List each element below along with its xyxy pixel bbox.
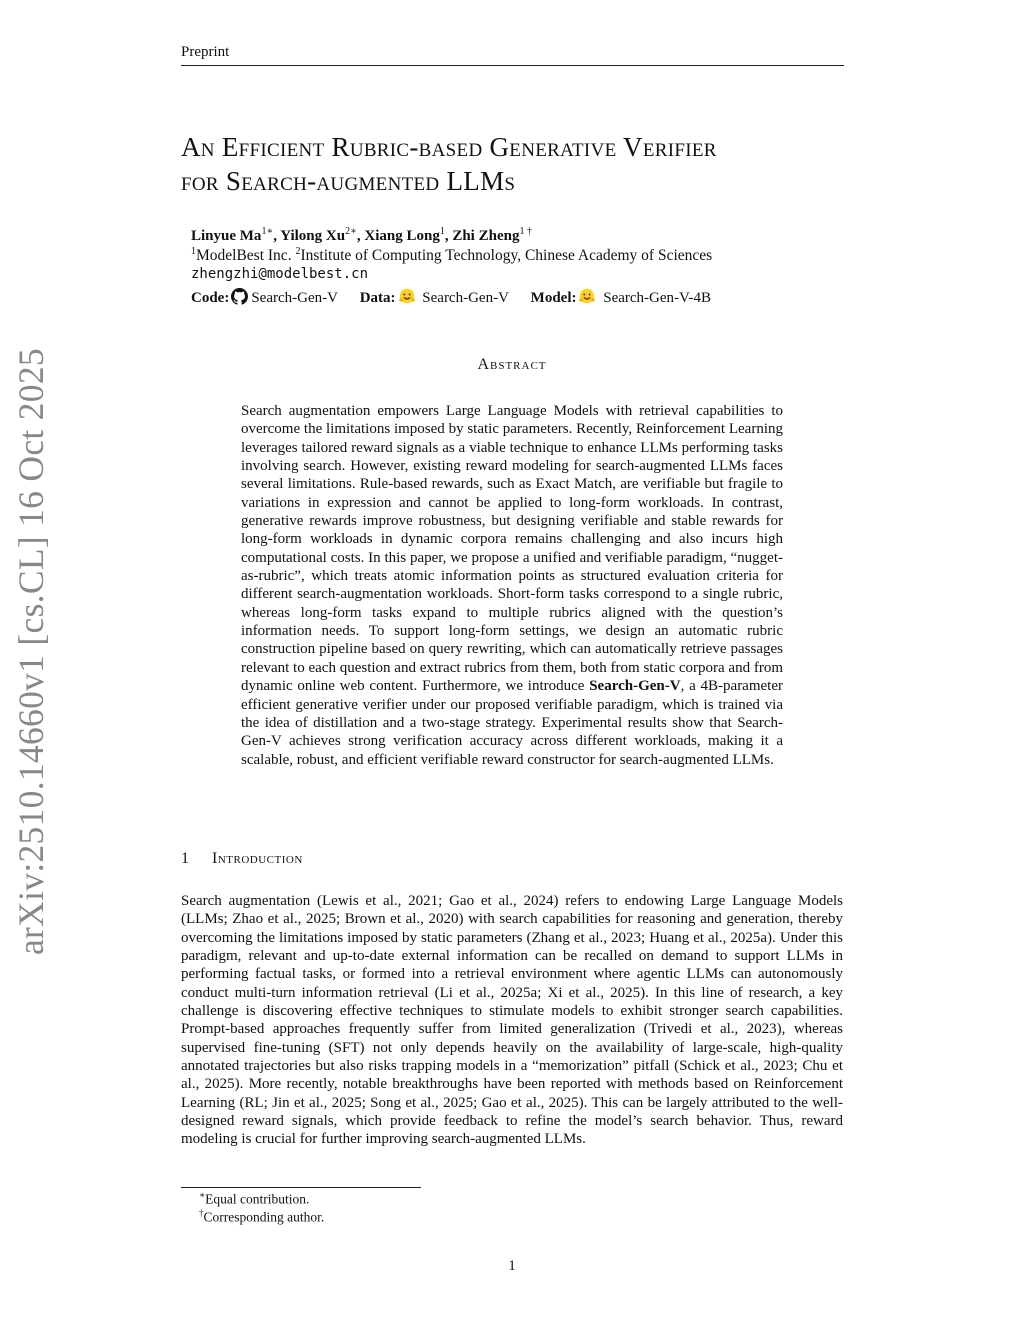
paper-title xyxy=(181,130,861,198)
section-number: 1 xyxy=(181,850,190,867)
author-list: Linyue $Ma^{1∗}$, Yilong $Xu^{2∗}$, Xiang Long$^1$, Zhi Zheng$^{1 \dagger}$ xyxy=(191,226,532,244)
author-affil-mark: 1∗ xyxy=(261,226,274,237)
author-name: Linyue Ma xyxy=(191,228,262,244)
abstract-body xyxy=(241,402,783,769)
footnote-text: Corresponding author. xyxy=(203,1209,325,1225)
affil-text: ModelBest Inc. xyxy=(196,247,292,265)
abstract-heading: Abstract xyxy=(477,356,547,373)
resource-links xyxy=(191,287,711,310)
affil-mark: 1 xyxy=(191,246,196,257)
model-link[interactable]: Search-Gen-V-4B xyxy=(603,290,711,306)
code-link[interactable]: Search-Gen-V xyxy=(251,290,338,306)
author-affil-mark: 2∗ xyxy=(345,226,357,237)
footnote-rule xyxy=(181,1187,421,1188)
title-line-1: An Efficient Rubric-based Generative Verifier xyxy=(181,132,717,162)
abstract-text: , a 4B-parameter efficient generative verifier under our proposed verifiable paradigm, which is trained via the idea of distillation and a two-stage strategy. Experimental results show that Search-Gen-V achieves strong verification accuracy across different workloads, making it a scalable, robust, and efficient verifiable reward constructor for search-augmented LLMs. xyxy=(241,678,783,768)
arxiv-identifier: arXiv:2510.14660v1 [cs.CL] 16 Oct 2025 xyxy=(11,348,51,955)
page-number: 1 xyxy=(508,1258,516,1274)
huggingface-icon[interactable] xyxy=(578,287,596,310)
running-header: Preprint xyxy=(181,44,230,60)
header-rule xyxy=(181,65,844,66)
author-affil-mark: 1 † xyxy=(519,226,532,237)
footnote-mark: ∗ xyxy=(199,1190,206,1200)
affil-mark: 2 xyxy=(295,246,301,257)
introduction-paragraph: Search augmentation (Lewis et al., 2021; Gao et al., 2024) refers to endowing Large Language Models (LLMs; Zhao et al., 2025; Brown et al., 2020) with search capabilities for reasoning and generation, thereby overcoming the limitations imposed by static parameters (Zhang et al., 2023; Huang et al., 2025a). Under this paradigm, relevant and up-to-date external information can be recalled on demand to support LLMs in performing factual tasks, or formed into a retrieval environment where agentic LLMs can autonomously conduct multi-turn information retrieval (Li et al., 2025a; Xi et al., 2025). In this line of research, a key challenge is discovering effective techniques to stimulate models to exhibit stronger search capabilities. Prompt-based approaches frequently suffer from limited generalization (Trivedi et al., 2023), whereas supervised fine-tuning (SFT) not only depends heavily on the availability of large-scale, high-quality annotated trajectories but also risks trapping models in a “memorization” pitfall (Schick et al., 2023; Chu et al., 2025). More recently, notable breakthroughs have been reported with methods based on Reinforcement Learning (RL; Jin et al., 2025; Song et al., 2025; Gao et al., 2025). This can be largely attributed to the well-designed reward signals, which provide feedback to refine the model’s search behavior. Thus, reward modeling is crucial for further improving search-augmented LLMs. xyxy=(181,893,843,1148)
model-label: Model: xyxy=(530,290,577,306)
footnote-equal-contribution xyxy=(199,1190,309,1208)
author-name: Yilong Xu xyxy=(280,228,346,244)
author-name: Zhi Zheng xyxy=(452,228,520,244)
author-affil-mark: 1 xyxy=(439,226,445,237)
section-title: Introduction xyxy=(212,850,303,867)
contact-email[interactable]: zhengzhi@modelbest.cn xyxy=(191,266,369,282)
footnote-text: Equal contribution. xyxy=(205,1191,310,1207)
title-line-2: for Search-augmented LLMs xyxy=(181,166,516,196)
data-label: Data: xyxy=(359,290,396,306)
huggingface-icon[interactable] xyxy=(398,287,416,310)
affiliations xyxy=(191,246,712,265)
footnote-corresponding xyxy=(199,1208,324,1226)
github-icon[interactable] xyxy=(231,288,248,310)
abstract-text: Search augmentation empowers Large Language Models with retrieval capabilities to overcome the limitations imposed by static parameters. Recently, Reinforcement Learning leverages tailored reward signals as a viable technique to enhance LLMs performing tasks involving search. However, existing reward modeling for search-augmented LLMs faces several limitations. Rule-based rewards, such as Exact Match, are verifiable but fragile to variations in expression and cannot be applied to long-form workloads. In contrast, generative rewards improve robustness, but designing verifiable and stable rewards for long-form workloads in dynamic corpora remains challenging and also incurs high computational costs. In this paper, we propose a unified and verifiable paradigm, “nugget-as-rubric”, which treats atomic information points as structured evaluation criteria for different search-augmentation workloads. Short-form tasks correspond to a single rubric, whereas long-form tasks expand to multiple rubrics aligned with the question’s information needs. To support long-form settings, we design an automatic rubric construction pipeline based on query rewriting, which can automatically retrieve passages relevant to each question and extract rubrics from them, both from static corpora and from dynamic online web content. Furthermore, we introduce xyxy=(241,403,783,695)
code-label: Code: xyxy=(191,290,230,306)
author-name: Xiang Long xyxy=(364,228,440,244)
abstract-model-name: Search-Gen-V xyxy=(589,678,681,695)
data-link[interactable]: Search-Gen-V xyxy=(422,290,509,306)
affil-text: Institute of Computing Technology, Chinese Academy of Sciences xyxy=(300,247,713,265)
footnote-mark: † xyxy=(199,1208,204,1218)
section-heading xyxy=(181,850,303,868)
